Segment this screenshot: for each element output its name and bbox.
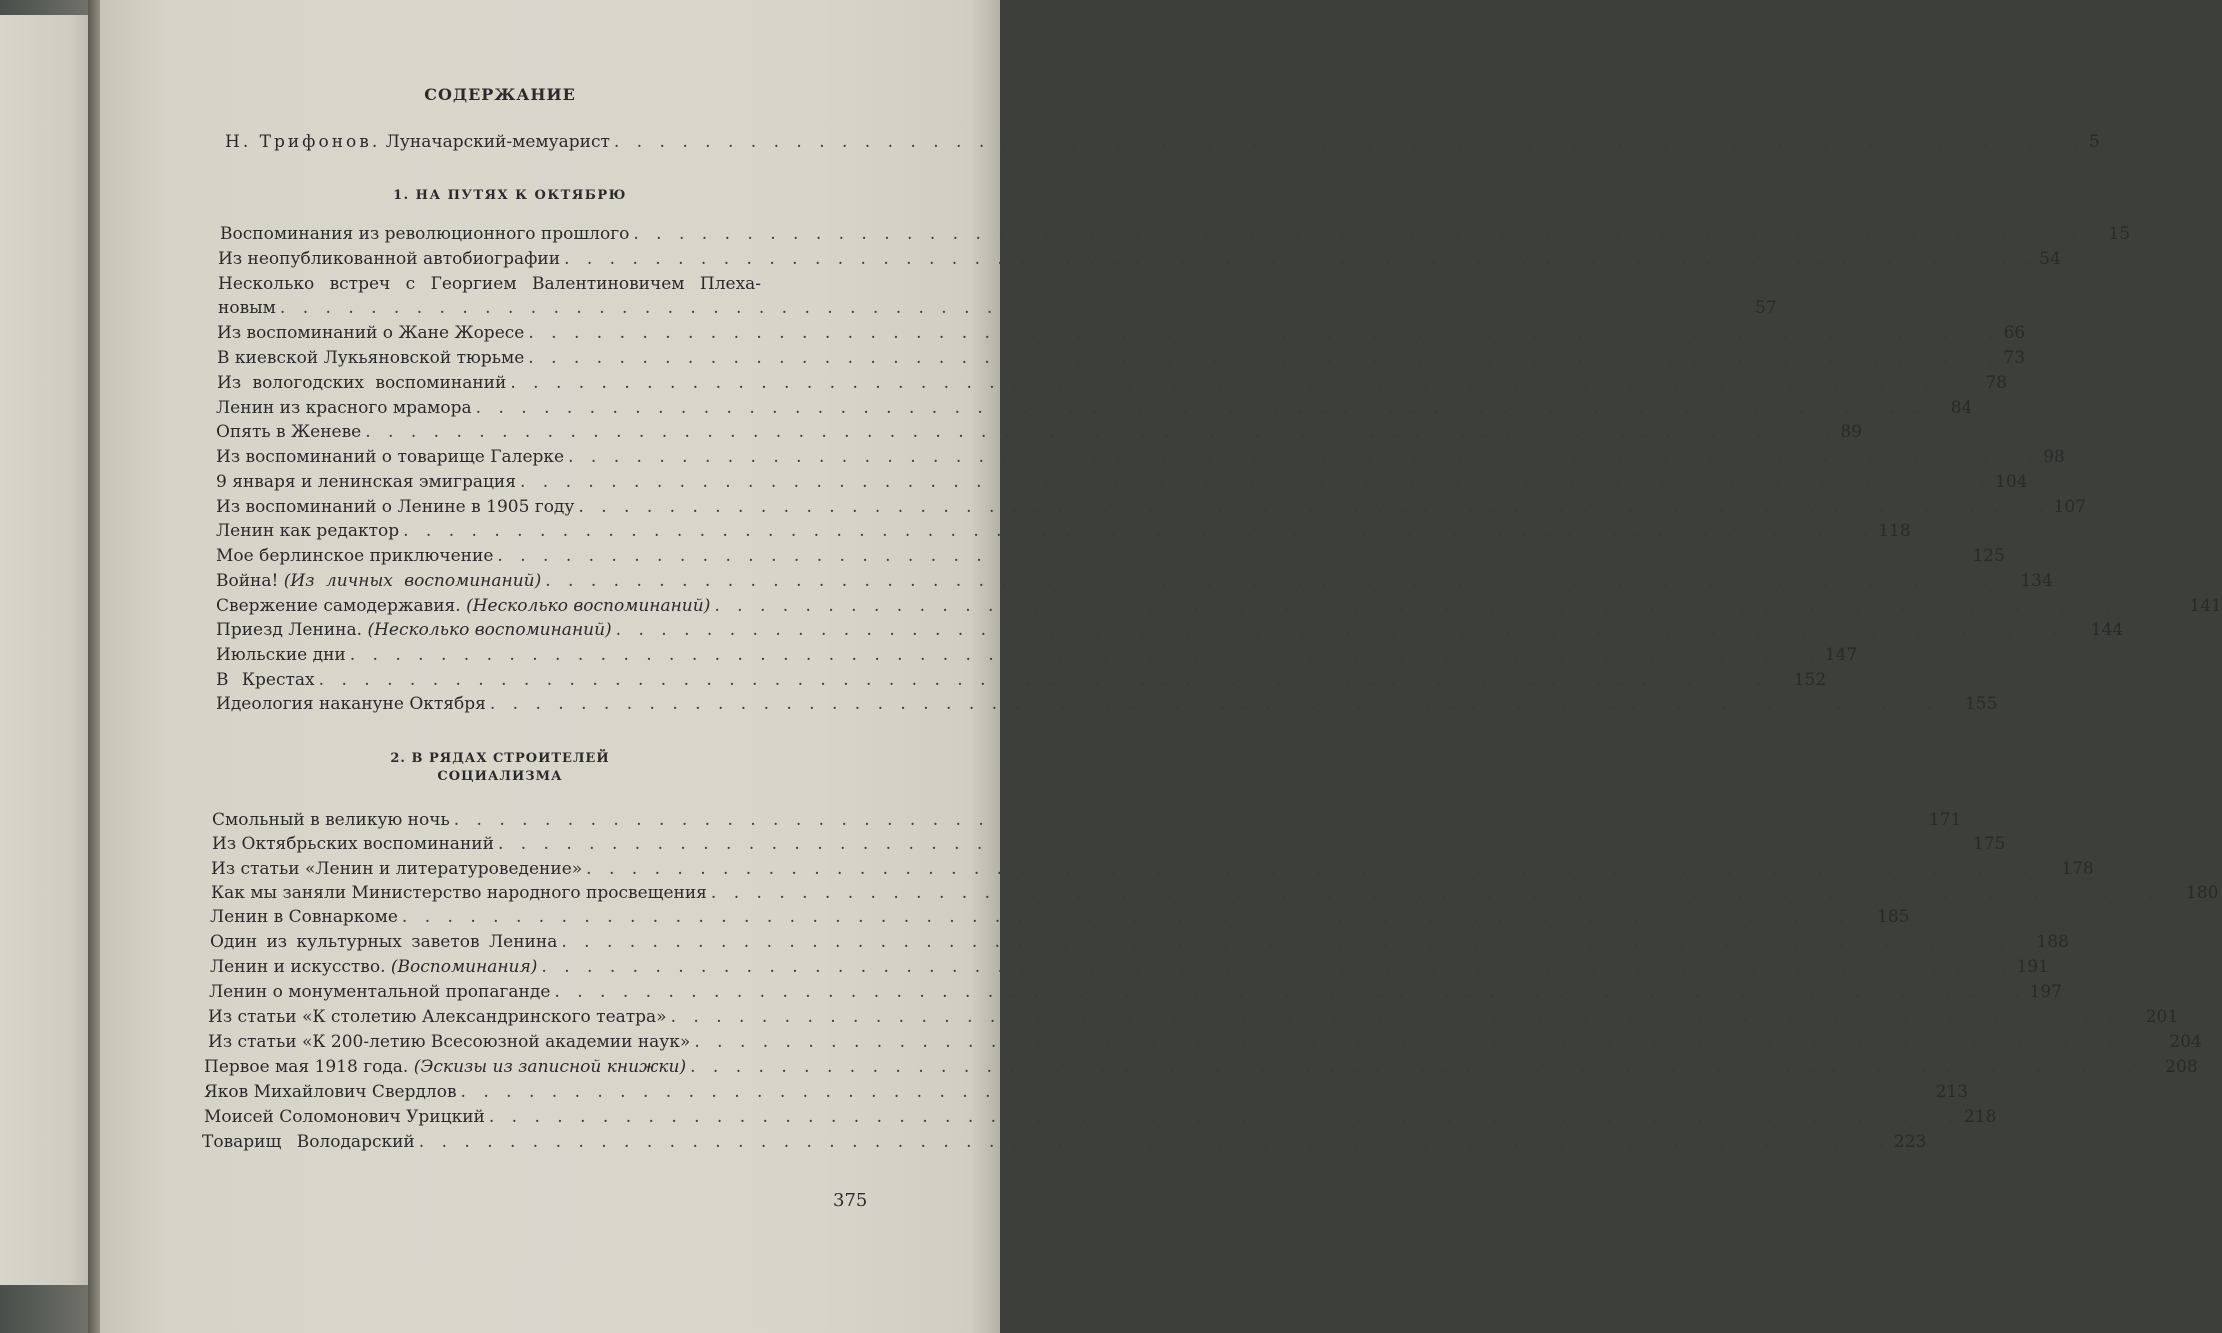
entry-page: 134 [2020,571,2053,591]
section2-title [330,750,670,786]
entry-page: 118 [1878,521,1911,541]
toc-entry [218,272,815,297]
toc-entry [210,955,2049,980]
toc-entry [204,1080,1969,1105]
toc-entry [211,881,2219,906]
toc-entry [216,420,1862,445]
page-shadow [970,0,1000,1333]
entry-page: 188 [2036,932,2069,952]
entry-page: 155 [1964,694,1998,714]
entry-title: Смольный в великую ночь [212,810,450,830]
toc-entry [216,470,2028,495]
entry-title: 9 января и ленинская эмиграция [216,472,516,492]
toc-entry [216,544,2005,569]
toc-entry [218,296,1777,321]
entry-page: 208 [2165,1057,2198,1077]
section2-title-line2: СОЦИАЛИЗМА [437,769,563,784]
entry-page: 175 [1973,834,2006,854]
entry-title: Воспоминания из революционного прошлого [220,224,630,244]
entry-title: Из воспоминаний о товарище Галерке [216,447,565,467]
toc-intro-row [225,130,2100,155]
entry-title: Июльские дни [216,645,346,665]
entry-page: 107 [2053,497,2086,517]
toc-entry [216,668,1827,693]
section1-title: 1. НА ПУТЯХ К ОКТЯБРЮ [393,188,627,203]
intro-author: Н. Трифонов. [225,132,381,152]
entry-title: Ленин о монументальной пропаганде [209,982,551,1002]
entry-page: 57 [1754,298,1777,318]
entry-subtitle: (Эскизы из записной книжки) [413,1057,687,1077]
section2-title-line1: 2. В РЯДАХ СТРОИТЕЛЕЙ [390,751,610,766]
intro-title: Луначарский-мемуарист [385,132,610,152]
entry-title: Ленин из красного мрамора [216,398,472,418]
entry-title: Ленин и искусство. (Воспоминания) [210,957,538,977]
entry-page: 185 [1877,907,1910,927]
toc-entry [217,321,2026,346]
entry-page: 180 [2185,883,2219,903]
entry-title: Один из культурных заветов Ленина [210,932,558,952]
toc-entry [217,346,2026,371]
entry-title: Из статьи «Ленин и литературоведение» [211,859,583,879]
entry-title: Из неопубликованной автобиографии [218,249,561,269]
entry-page: 218 [1963,1107,1997,1127]
entry-title: Опять в Женеве [216,422,362,442]
entry-title: Идеология накануне Октября [216,694,486,714]
entry-title: Война! (Из личных воспоминаний) [216,571,542,591]
entry-subtitle: (Воспоминания) [390,957,538,977]
entry-page: 78 [1985,373,2008,393]
entry-title: Из статьи «К столетию Александринского театра» [208,1007,667,1027]
toc-title: СОДЕРЖАНИЕ [424,85,576,104]
entry-page: 197 [2029,982,2062,1002]
entry-subtitle: (Из личных воспоминаний) [283,571,542,591]
left-page [0,15,100,1285]
page-number: 375 [833,1190,868,1211]
toc-entry [216,594,2222,619]
entry-title: Несколько встреч с Георгием Валентиновичем Плеха- [218,274,762,294]
entry-title: Яков Михайлович Свердлов [204,1082,457,1102]
entry-subtitle: (Несколько воспоминаний) [466,596,711,616]
entry-page: 104 [1995,472,2028,492]
entry-title: Товарищ Володарский [202,1132,415,1152]
entry-title: Ленин в Совнаркоме [210,907,398,927]
entry-page: 171 [1928,810,1962,830]
toc-entry [218,247,2061,272]
entry-title: новым [218,298,276,318]
entry-title: Свержение самодержавия. (Несколько воспоминаний) [216,596,711,616]
toc-entry [212,832,2006,857]
toc [100,0,2222,1333]
toc-entry [211,857,2094,882]
entry-title: Из воспоминаний о Ленине в 1905 году [216,497,575,517]
entry-page: 152 [1793,670,1827,690]
entry-page: 147 [1824,645,1858,665]
toc-entry [216,692,1998,717]
toc-entry [208,1005,2179,1030]
entry-title: Из статьи «К 200-летию Всесоюзной академии наук» [208,1032,691,1052]
toc-entry [209,980,2062,1005]
entry-page: 15 [2108,224,2131,244]
entry-page: 84 [1950,398,1973,418]
entry-title: Моисей Соломонович Урицкий [204,1107,485,1127]
intro-page: 5 [2089,132,2100,152]
toc-entry [216,396,1973,421]
entry-page: 191 [2016,957,2049,977]
toc-entry [204,1105,1997,1130]
toc-entry [204,1055,2198,1080]
entry-title: В киевской Лукьяновской тюрьме [217,348,525,368]
entry-title: Приезд Ленина. (Несколько воспоминаний) [216,620,612,640]
entry-page: 204 [2169,1032,2202,1052]
entry-page: 125 [1972,546,2005,566]
entry-page: 144 [2090,620,2124,640]
entry-page: 178 [2061,859,2094,879]
entry-page: 54 [2039,249,2061,269]
toc-entry [216,445,2065,470]
entry-title: Мое берлинское приключение [216,546,494,566]
toc-entry [216,643,1858,668]
entry-title: Из вологодских воспоминаний [217,373,507,393]
entry-title: Первое мая 1918 года. (Эскизы из записной книжки) [204,1057,687,1077]
entry-title: Как мы заняли Министерство народного просвещения [211,883,707,903]
toc-entry [216,618,2124,643]
toc-entry [217,371,2008,396]
toc-entry [210,905,1910,930]
entry-page: 223 [1893,1132,1927,1152]
toc-entry [220,222,2131,247]
toc-entry [208,1030,2202,1055]
entry-page: 89 [1840,422,1862,442]
entry-page: 66 [2003,323,2026,343]
entry-title: В Крестах [216,670,315,690]
book-page [100,0,2222,1333]
entry-page: 98 [2043,447,2065,467]
toc-entry [210,930,2069,955]
entry-subtitle: (Несколько воспоминаний) [367,620,612,640]
toc-entry [216,519,1911,544]
entry-page: 141 [2189,596,2222,616]
entry-title: Из Октябрьских воспоминаний [212,834,494,854]
entry-page: 201 [2145,1007,2179,1027]
toc-entry [202,1130,1927,1155]
toc-entry [216,569,2053,594]
entry-title: Ленин как редактор [216,521,400,541]
toc-entry [216,495,2086,520]
toc-entry [212,808,1962,833]
entry-page: 213 [1935,1082,1969,1102]
entry-page: 73 [2003,348,2026,368]
entry-title: Из воспоминаний о Жане Жоресе [217,323,525,343]
